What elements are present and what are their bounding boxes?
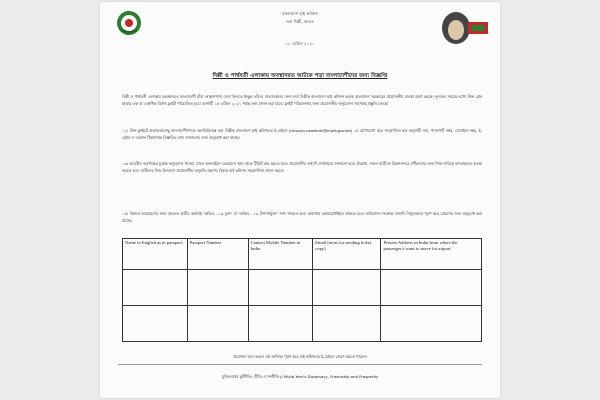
column-header-passport: Passport Number xyxy=(187,239,248,270)
column-header-mobile: Contact Mobile Number in India xyxy=(248,239,313,270)
passenger-info-table xyxy=(122,238,482,342)
footer-divider xyxy=(118,364,482,365)
table-cell xyxy=(313,306,381,342)
notice-title: দিল্লী ও পার্শ্ববর্তী এলাকায় অবস্থানরত আটকে পড়া বাংলাদেশীদের জন্য বিজ্ঞপ্তি xyxy=(212,73,388,79)
letterhead xyxy=(100,10,500,25)
table-cell xyxy=(313,270,381,306)
table-row xyxy=(123,306,482,342)
table-cell xyxy=(248,270,313,306)
table-cell xyxy=(123,306,188,342)
table-cell xyxy=(123,270,188,306)
table-cell xyxy=(248,306,313,342)
paragraph-2: ০২। উক্ত ফ্লাইটে প্রত্যাবর্তনেচ্ছু বাংলাদেশীগণকে অনতিবিলম্বে নয়া দিল্লীস্থ বাংলাদেশ হাই কমিশনের ই-মেইলে (mission.newdelhi@mofa.gov.bd) -এ যোগাযোগ করে সংযোজিত ছক অনুযায়ী নাম, পাসপোর্ট নম্বর, মোবাইল নম্বর, ই-মেইল ও বর্তমান ঠিকানাসহ বিস্তারিত তথ্য জানানোর জন্য অনুরোধ করা যাচ্ছে। xyxy=(122,128,482,141)
table-cell xyxy=(381,306,482,342)
table-cell xyxy=(187,306,248,342)
notice-page xyxy=(100,2,500,398)
column-header-email: Email (most for sending ticket copy) xyxy=(313,239,381,270)
column-header-name: Name in English as in passport: xyxy=(123,239,188,270)
foot-note: প্রয়োজন মনে করলে এই তালিকা পূরণ করে হাই কমিশনের ই-মেইলে প্রেরণ করতে পারেন। xyxy=(233,354,367,359)
footer-slogan: মুজিববর্ষের কূটনীতি; প্রীতি ও সম্প্রীতি // Mujib Year's Diplomacy, Friendship and Prosperity xyxy=(221,374,379,379)
office-name: বাংলাদেশ হাই কমিশন xyxy=(282,11,318,16)
paragraph-1: দিল্লী ও পার্শ্ববর্তী এলাকায় অবস্থানরত বাংলাদেশী যাঁরা আকাশপথে দেশে ফিরতে ইচ্ছুক তাঁদের প্রত্যাবর্তনের জন্য নয়া দিল্লীস্থ বাংলাদেশ হাই কমিশন কর্তৃক বাংলাদেশ সরকারের প্রয়োজনীয় ব্যবস্থা গ্রহণ করছে। নূন্যতম সময়ের মধ্যে উক্ত প্লেন ছাড়ার এক বা একাধিক বিশেষ ফ্লাইট পরিচালিত হবে। আগামী ১৫ এপ্রিল ২০২০ পর্যন্ত তথ্য প্রদান করা যাবে। ফ্লাইট পরিচালনার জন্য প্রয়োজনীয় অনুমোদন সাপেক্ষে প্রস্তুতি চলছে। xyxy=(122,94,482,107)
column-header-address: Present Address in India from where the passenger/s want to move for airport xyxy=(381,239,482,270)
paragraph-4: ০৪। বিমানে আরোহণের জন্য প্রত্যেক যাত্রীর অবশ্যই "কভিড - ১৯ মুক্ত" বা "কভিড - ১৯ উপসর্গমুক্ত" সনদ থাকতে হবে। অন্যথায় কোয়ারেন্টাইনে থাকতে হবে। অভিবাসন সংক্রান্ত তথ্যাদি নির্ভুলভাবে পূরণ করে প্রেরণের জন্য অনুরোধ করা যাচ্ছে। xyxy=(122,211,482,224)
office-location: নয়া দিল্লী, ভারত xyxy=(286,18,314,24)
table-cell xyxy=(381,270,482,306)
table-cell xyxy=(187,270,248,306)
table-row xyxy=(123,270,482,306)
table-header-row xyxy=(123,239,482,270)
notice-date: ১১ এপ্রিল ২০২০ xyxy=(285,41,315,46)
paragraph-3: ০৩। ভারতীয় কর্তৃপক্ষের চূড়ান্ত অনুমোদন পাওয়া গেলে অনলাইনে যেকোনো স্থান থেকে টিকিট ক্রয় করতে হবে। প্রয়োজনীয় তথ্যাদি যথাসময়ে জানানো হবে। উল্লেখ্য, সকল যাত্রীকে বিমানবন্দরে পৌঁছানোর জন্য নিজ দায়িত্বে যানবাহনের ব্যবস্থা করতে হবে। যাত্রীদের নিজ উদ্যোগে প্রয়োজনীয় অনুমতি গ্রহণের বিষয়ে হাই কমিশন সহযোগিতা প্রদান করবে। xyxy=(122,161,482,174)
